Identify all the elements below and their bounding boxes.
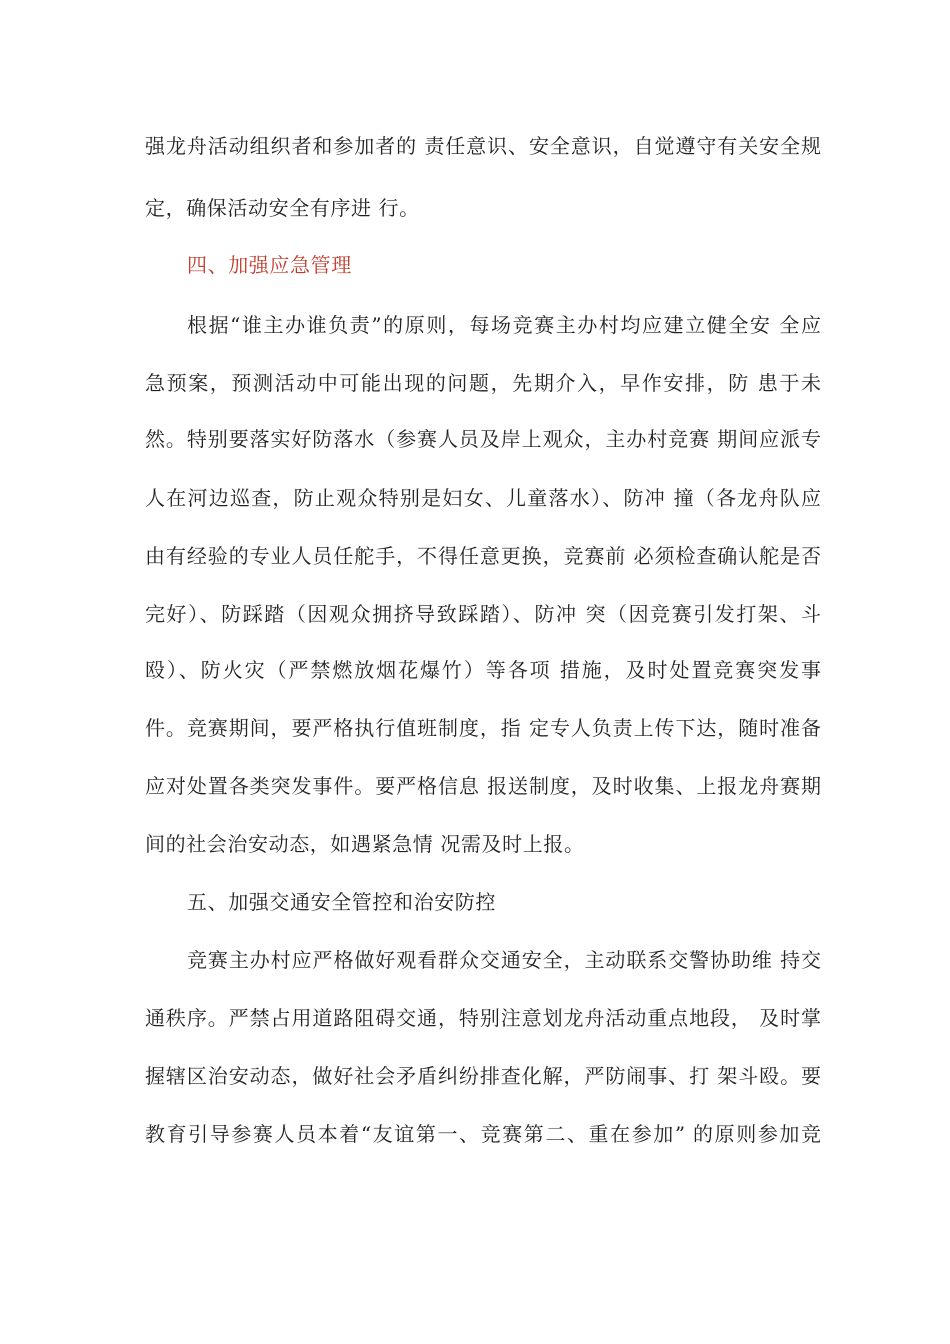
paragraph-line: 件。竞赛期间，要严格执行值班制度，指 定专人负责上传下达，随时准备 — [145, 716, 821, 740]
paragraph-line: 然。特别要落实好防落水（参赛人员及岸上观众，主办村竞赛 期间应派专 — [145, 427, 821, 451]
paragraph-line: 竞赛主办村应严格做好观看群众交通安全，主动联系交警协助维 持交 — [187, 948, 821, 972]
section-heading-emergency: 四、加强应急管理 — [187, 253, 352, 277]
paragraph-line: 完好）、防踩踏（因观众拥挤导致踩踏）、防冲 突（因竞赛引发打架、斗 — [145, 602, 821, 626]
paragraph-line: 人在河边巡查，防止观众特别是妇女、儿童落水）、防冲 撞（各龙舟队应 — [145, 486, 821, 510]
paragraph-line: 强龙舟活动组织者和参加者的 责任意识、安全意识，自觉遵守有关安全规 — [145, 134, 821, 158]
section-heading-traffic: 五、加强交通安全管控和治安防控 — [187, 890, 496, 914]
paragraph-line: 殴）、防火灾（严禁燃放烟花爆竹）等各项 措施，及时处置竞赛突发事 — [145, 658, 821, 682]
paragraph-line: 根据“谁主办谁负责”的原则，每场竞赛主办村均应建立健全安 全应 — [187, 313, 821, 337]
paragraph-line: 急预案，预测活动中可能出现的问题，先期介入，早作安排，防 患于未 — [145, 371, 821, 395]
paragraph-line: 握辖区治安动态，做好社会矛盾纠纷排查化解，严防闹事、打 架斗殴。要 — [145, 1064, 821, 1088]
paragraph-line: 定，确保活动安全有序进 行。 — [145, 196, 420, 220]
paragraph-line: 间的社会治安动态，如遇紧急情 况需及时上报。 — [145, 832, 585, 856]
paragraph-line: 应对处置各类突发事件。要严格信息 报送制度，及时收集、上报龙舟赛期 — [145, 774, 821, 798]
paragraph-line: 由有经验的专业人员任舵手，不得任意更换，竞赛前 必须检查确认舵是否 — [145, 544, 821, 568]
paragraph-line: 通秩序。严禁占用道路阻碍交通，特别注意划龙舟活动重点地段， 及时掌 — [145, 1006, 821, 1030]
paragraph-line: 教育引导参赛人员本着“友谊第一、竞赛第二、重在参加” 的原则参加竞 — [145, 1122, 821, 1146]
